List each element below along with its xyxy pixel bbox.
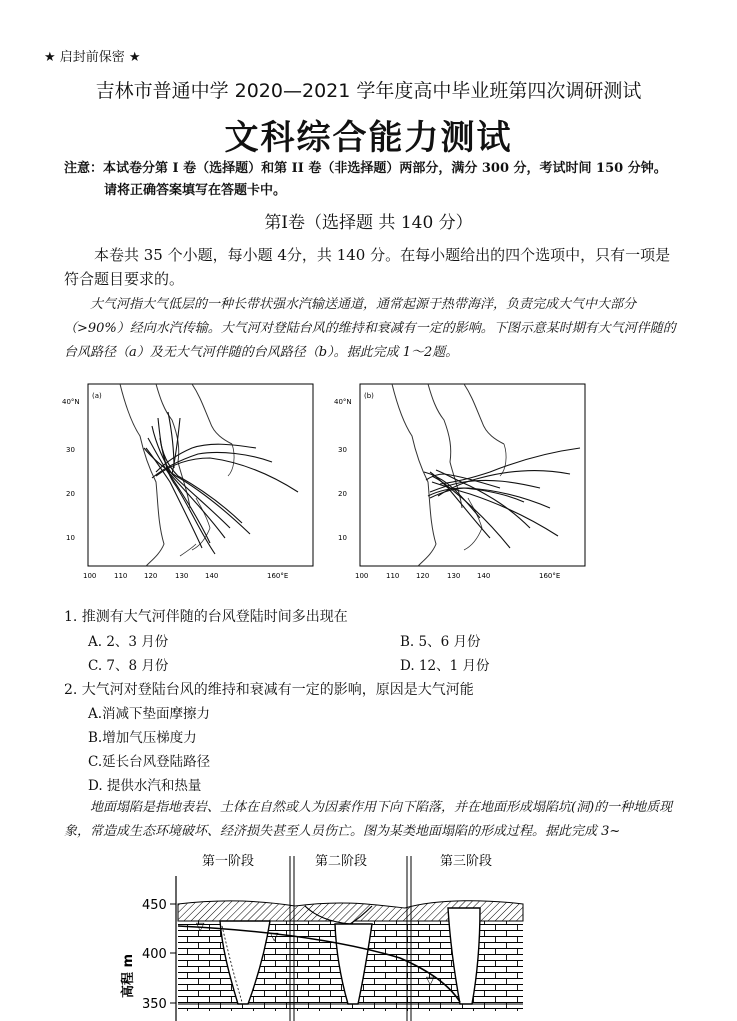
tracks-b: [424, 448, 580, 548]
q1-option-a[interactable]: A. 2、3 月份: [88, 634, 169, 650]
svg-text:(a): (a): [92, 392, 102, 400]
section-intro: 本卷共 35 个小题，每小题 4分，共 140 分。在每小题给出的四个选项中，只有一项是符合题目要求的。: [64, 246, 671, 288]
svg-text:160°E: 160°E: [267, 572, 289, 580]
svg-text:40°N: 40°N: [334, 398, 352, 406]
map-panel-a: [62, 384, 313, 580]
svg-text:130: 130: [447, 572, 461, 580]
q2-option-c[interactable]: C.延长台风登陆路径: [88, 754, 211, 770]
stage-3-label: 第三阶段: [440, 854, 493, 869]
svg-text:▽: ▽: [196, 920, 205, 933]
svg-text:120: 120: [144, 572, 158, 580]
subject-title: 文科综合能力测试: [224, 118, 513, 158]
svg-text:100: 100: [83, 572, 97, 580]
passage-ground-collapse: 地面塌陷是指地表岩、土体在自然或人为因素作用下向下陷落，并在地面形成塌陷坑(洞)的一种地质现象，常造成生态环境破坏、经济损失甚至人员伤亡。图为某类地面塌陷的形成过程。据此完成 3~: [64, 800, 673, 839]
svg-text:▽: ▽: [270, 930, 279, 943]
notice-line-1: 注意：本试卷分第 I 卷（选择题）和第 II 卷（非选择题）两部分，满分 300 分，考试时间 150 分钟。: [64, 161, 667, 176]
svg-text:160°E: 160°E: [539, 572, 561, 580]
q2-option-d[interactable]: D. 提供水汽和热量: [88, 778, 202, 794]
section-title: 第Ⅰ卷（选择题 共 140 分）: [264, 213, 473, 233]
svg-text:20: 20: [338, 490, 347, 498]
svg-text:10: 10: [66, 534, 75, 542]
svg-text:20: 20: [66, 490, 75, 498]
tracks-a: [144, 412, 298, 554]
notice-line-2: 请将正确答案填写在答题卡中。: [104, 183, 287, 198]
q2-option-a[interactable]: A.消减下垫面摩擦力: [88, 706, 211, 722]
q1-option-d[interactable]: D. 12、1 月份: [400, 658, 490, 674]
svg-text:40°N: 40°N: [62, 398, 80, 406]
confidential-mark: ★ 启封前保密 ★: [44, 50, 141, 65]
question-2-stem: 2. 大气河对登陆台风的维持和衰减有一定的影响，原因是大气河能: [64, 682, 474, 698]
notice: [64, 158, 724, 202]
q1-option-b[interactable]: B. 5、6 月份: [400, 634, 481, 650]
svg-text:10: 10: [338, 534, 347, 542]
exam-title: 吉林市普通中学 2020—2021 学年度高中毕业班第四次调研测试: [95, 80, 642, 102]
question-1: [64, 606, 348, 626]
svg-text:400: 400: [142, 947, 167, 962]
svg-text:140: 140: [477, 572, 491, 580]
svg-text:30: 30: [66, 446, 75, 454]
y-axis-label: 高程 m: [121, 953, 136, 998]
svg-text:450: 450: [142, 898, 167, 913]
svg-text:140: 140: [205, 572, 219, 580]
svg-text:(b): (b): [364, 392, 374, 400]
stage-1-label: 第一阶段: [202, 854, 255, 869]
svg-text:▽: ▽: [426, 974, 435, 987]
svg-text:120: 120: [416, 572, 430, 580]
stage-2-label: 第二阶段: [315, 854, 368, 869]
svg-text:110: 110: [114, 572, 128, 580]
ground-collapse-diagram: [110, 846, 530, 1021]
svg-text:100: 100: [355, 572, 369, 580]
svg-text:130: 130: [175, 572, 189, 580]
passage-atmospheric-river: 大气河指大气低层的一种长带状强水汽输送通道，通常起源于热带海洋，负责完成大气中大部分（>90%）经向水汽传输。大气河对登陆台风的维持和衰减有一定的影响。下图示意某时期有大气河伴随的台风路径（a）及无大气河伴随的台风路径（b）。据此完成 1～2题。: [64, 297, 676, 360]
q1-option-c[interactable]: C. 7、8 月份: [88, 658, 169, 674]
map-panel-b: [334, 384, 585, 580]
svg-text:350: 350: [142, 997, 167, 1012]
q2-option-b[interactable]: B.增加气压梯度力: [88, 730, 197, 746]
typhoon-track-maps: [60, 378, 620, 583]
question-1-stem: 1. 推测有大气河伴随的台风登陆时间多出现在: [64, 609, 348, 625]
svg-text:110: 110: [386, 572, 400, 580]
svg-text:30: 30: [338, 446, 347, 454]
